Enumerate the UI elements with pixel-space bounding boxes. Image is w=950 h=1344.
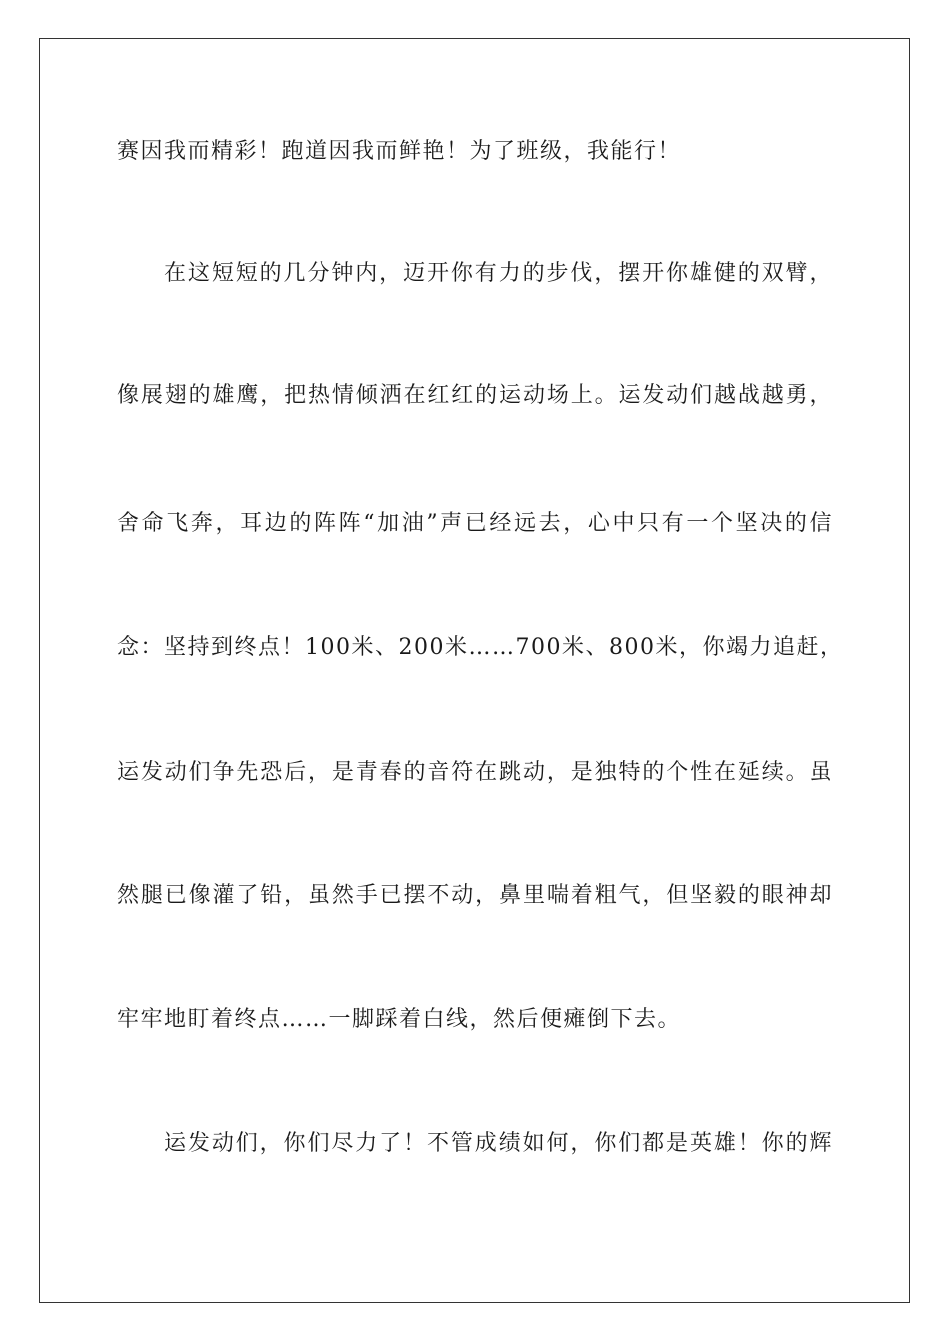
- paragraph-line-2: 在这短短的几分钟内，迈开你有力的步伐，摆开你雄健的双臂，: [164, 261, 833, 286]
- paragraph-line-7: 然腿已像灌了铅，虽然手已摆不动，鼻里喘着粗气，但坚毅的眼神却: [117, 883, 833, 908]
- paragraph-line-3: 像展翅的雄鹰，把热情倾洒在红红的运动场上。运发动们越战越勇，: [117, 383, 833, 408]
- paragraph-line-5: 念：坚持到终点！100米、200米……700米、800米，你竭力追赶，: [117, 635, 844, 660]
- paragraph-line-1: 赛因我而精彩！跑道因我而鲜艳！为了班级，我能行！: [117, 139, 682, 164]
- page-border: [39, 38, 910, 1303]
- paragraph-line-9: 运发动们，你们尽力了！不管成绩如何，你们都是英雄！你的辉: [164, 1131, 833, 1156]
- paragraph-line-6: 运发动们争先恐后，是青春的音符在跳动，是独特的个性在延续。虽: [117, 760, 833, 785]
- paragraph-line-8: 牢牢地盯着终点……一脚踩着白线，然后便瘫倒下去。: [117, 1007, 682, 1032]
- paragraph-line-4: 舍命飞奔，耳边的阵阵“加油”声已经远去，心中只有一个坚决的信: [117, 511, 833, 536]
